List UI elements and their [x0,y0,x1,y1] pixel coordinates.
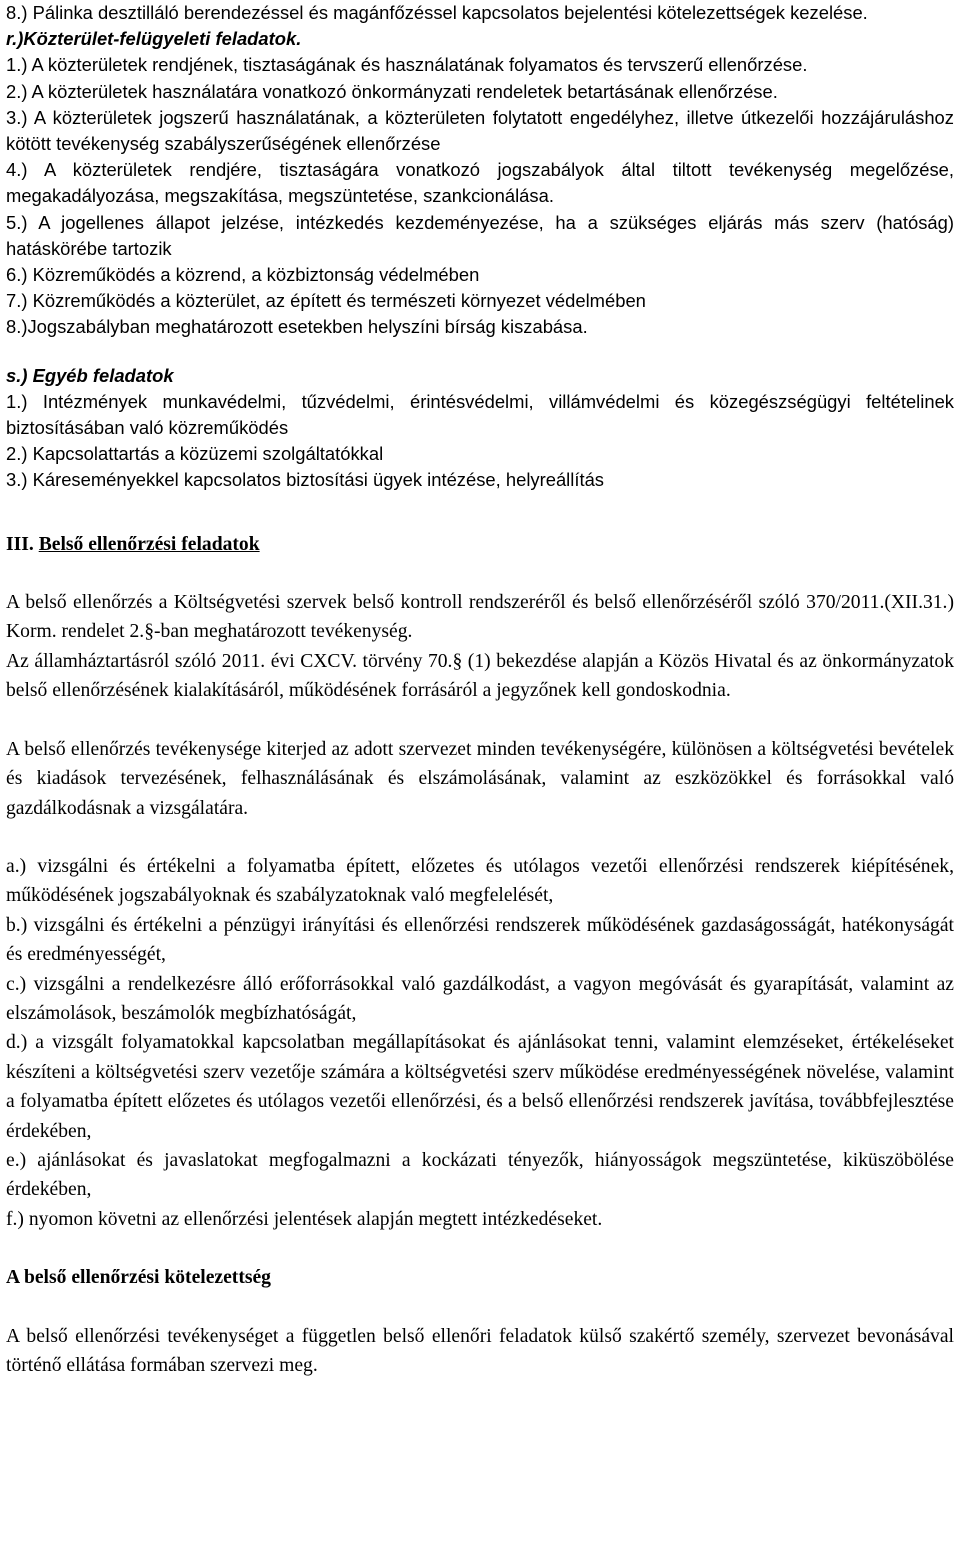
section-heading [6,530,954,559]
document-page [6,0,954,1380]
list-item: d.) a vizsgált folyamatokkal kapcsolatban megállapításokat és ajánlásokat tenni, valamint elemzéseket, értékeléseket készíteni a költségvetési szerv vezetője számára a költségvetési szerv működése eredményességének növelése, valamint a folyamatba épített előzetes és utólagos vezetői ellenőrzési, és a belső ellenőrzési rendszerek javítása, továbbfejlesztése érdekében, [6,1032,954,1142]
list-item: 8.) Pálinka desztilláló berendezéssel és magánfőzéssel kapcsolatos bejelentési kötelezettségek kezelése. [6,2,868,23]
section-r [6,0,954,341]
task-list [6,852,954,1234]
list-item: 4.) A közterületek rendjére, tisztaságára vonatkozó jogszabályok által tiltott tevékenység megelőzése, megakadályozása, megszakítása, megszüntetése, szankcionálása. [6,159,954,207]
section-s [6,363,954,494]
list-item: b.) vizsgálni és értékelni a pénzügyi irányítási és ellenőrzési rendszerek működésének gazdaságosságát, hatékonyságát és eredményességét, [6,914,954,966]
list-item: 1.) Intézmények munkavédelmi, tűzvédelmi, érintésvédelmi, villámvédelmi és közegészségügyi feltételinek biztosításában való közreműködés [6,390,954,439]
list-item: 6.) Közreműködés a közrend, a közbiztonság védelmében [6,264,480,286]
list-item: f.) nyomon követni az ellenőrzési jelentések alapján megtett intézkedéseket. [6,1208,603,1230]
heading-text: Belső ellenőrzési feladatok [38,533,260,555]
sub-heading: A belső ellenőrzési kötelezettség [6,1267,271,1289]
paragraph: A belső ellenőrzés tevékenysége kiterjed az adott szervezet minden tevékenységére, különösen a költségvetési bevételek és kiadások tervezésének, felhasználásának és elszámolásának, valamint az eszközökkel és forrásokkal való gazdálkodásnak a vizsgálatára. [6,738,954,819]
heading-number: III. [6,533,34,555]
section-iii [6,530,954,1381]
list-item: 7.) Közreműködés a közterület, az épített és természeti környezet védelmében [6,290,646,312]
list-item: a.) vizsgálni és értékelni a folyamatba épített, előzetes és utólagos vezetői ellenőrzési rendszerek kiépítésének, működésének jogszabályoknak és szabályzatoknak való megfelelését, [6,855,954,907]
list-item: 2.) Kapcsolattartás a közüzemi szolgáltatókkal [6,443,384,465]
list-item: 3.) A közterületek jogszerű használatának, a közterületen folytatott engedélyhez, illetve útkezelői hozzájáruláshoz kötött tevékenység szabályszerűségének ellenőrzése [6,106,954,155]
paragraph: A belső ellenőrzés a Költségvetési szervek belső kontroll rendszeréről és belső ellenőrzéséről szóló 370/2011.(XII.31.) Korm. rendelet 2.§-ban meghatározott tevékenység. [6,592,954,643]
list-item: 5.) A jogellenes állapot jelzése, intézkedés kezdeményezése, ha a szükséges eljárás más szerv (hatóság) hatáskörébe tartozik [6,211,954,259]
list-item: 1.) A közterületek rendjének, tisztaságának és használatának folyamatos és tervszerű ellenőrzése. [6,54,808,76]
paragraph: Az államháztartásról szóló 2011. évi CXCV. törvény 70.§ (1) bekezdése alapján a Közös Hivatal és az önkormányzatok belső ellenőrzésének kialakításáról, működésének forrásáról a jegyzőnek kell gondoskodnia. [6,650,954,702]
section-heading: r.)Közterület-felügyeleti feladatok. [6,28,302,50]
paragraph: A belső ellenőrzési tevékenységet a független belső ellenőri feladatok külső szakértő személy, szervezet bevonásával történő ellátása formában szervezi meg. [6,1325,954,1376]
list-item: 3.) Káreseményekkel kapcsolatos biztosítási ügyek intézése, helyreállítás [6,469,604,491]
list-item: e.) ajánlásokat és javaslatokat megfogalmazni a kockázati tényezők, hiányosságok megszüntetése, kiküszöbölése érdekében, [6,1149,954,1201]
list-item: c.) vizsgálni a rendelkezésre álló erőforrásokkal való gazdálkodást, a vagyon megóvását és gyarapítását, valamint az elszámolások, beszámolók megbízhatóságát, [6,973,954,1024]
section-heading: s.) Egyéb feladatok [6,364,174,386]
list-item: 8.)Jogszabályban meghatározott esetekben helyszíni bírság kiszabása. [6,316,588,338]
list-item: 2.) A közterületek használatára vonatkozó önkormányzati rendeletek betartásának ellenőrzése. [6,80,778,102]
